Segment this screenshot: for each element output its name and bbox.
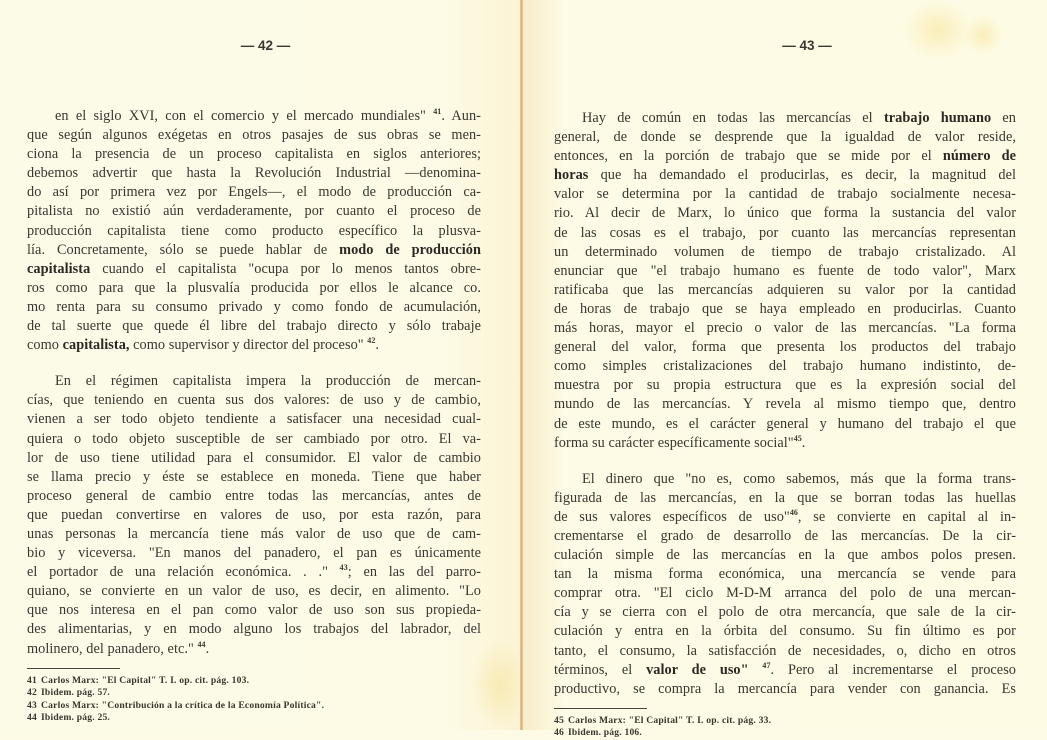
text-run: de horas de trabajo que se haya empleado en producirlas. Cuanto [554, 300, 1016, 317]
text-run: cuando el capitalista "ocupa por lo menos tantos obre- [90, 260, 481, 277]
text-line [554, 470, 1016, 489]
paragraph [554, 109, 1016, 453]
text-run: ; en las del parro- [347, 564, 481, 581]
text-run: . [205, 640, 210, 657]
text-run: tanto, el consumo, la satisfacción de necesidades, o, dicho en otros [554, 642, 1016, 659]
paragraph-gap [27, 355, 481, 372]
footnote-text: Ibidem. pág. 106. [568, 727, 643, 739]
page-number: — 42 — [240, 38, 291, 53]
text-run: general del valor, forma que presenta los productos del trabajo [554, 339, 1016, 356]
text-line [27, 222, 481, 241]
footnote-divider [554, 708, 647, 709]
paragraph-gap [554, 453, 1016, 470]
footnote [27, 675, 481, 688]
text-line [554, 622, 1016, 641]
text-run: . Pero al incrementarse el proceso [770, 661, 1017, 678]
text-line [27, 164, 481, 183]
text-line [554, 319, 1016, 338]
text-run: forma su carácter específicamente social" [554, 434, 794, 451]
text-line [554, 166, 1016, 185]
text-line [554, 204, 1016, 223]
text-run: que nos interesa en el pan como valor de uso son sus propieda- [27, 602, 481, 619]
text-run: culación simple de las mercancías en la que ambos polos presen. [554, 547, 1016, 564]
text-run: enunciar que "el trabajo humano es fuente de todo valor", Marx [554, 262, 1016, 279]
text-run: entonces, en la porción de trabajo que se mide por el [554, 148, 943, 165]
text-run: rio. Al decir de Marx, lo único que forma la sustancia del valor [554, 205, 1016, 222]
text-line [27, 279, 481, 298]
text-line [27, 241, 481, 260]
footnote-text: Ibidem. pág. 25. [41, 712, 111, 724]
text-line [27, 107, 481, 126]
text-run: de este mundo, es el carácter general y humano del trabajo el que [554, 415, 1016, 432]
text-line [27, 145, 481, 164]
text-run: bio y viceversa. "En manos del panadero, el pan es únicamente [27, 545, 481, 562]
bold-term: capitalista, [62, 337, 130, 354]
text-line [554, 642, 1016, 661]
text-run: como simples cristalizaciones del trabajo humano indistinto, de- [554, 358, 1016, 375]
footnote [27, 687, 481, 700]
footnote-number: 45 [554, 714, 564, 726]
text-line [27, 260, 481, 279]
text-run [749, 662, 763, 678]
text-run: de las cosas es el trabajo, por cuanto las mercancías representan [554, 224, 1016, 241]
text-line [554, 527, 1016, 546]
text-run: de sus valores específicos de uso" [554, 508, 790, 525]
text-run: que puedan convertirse en valores de uso, por esta razón, para [27, 506, 481, 523]
text-line [27, 620, 481, 639]
text-line [27, 183, 481, 202]
text-line [27, 449, 481, 468]
text-line [554, 584, 1016, 603]
footnote-number: 43 [27, 699, 37, 711]
text-run: más horas, mayor el precio o valor de las mercancías. "La forma [554, 320, 1016, 337]
text-line [554, 300, 1016, 319]
text-run: el portador de una relación económica. . ." [27, 564, 340, 581]
text-line [554, 338, 1016, 357]
footnote-divider [27, 668, 120, 669]
text-line [27, 298, 481, 317]
text-line [554, 546, 1016, 565]
text-run: mo renta para su consumo privado y como fondo de acumulación, [27, 298, 481, 315]
footnote [27, 700, 481, 713]
footnote-text: Carlos Marx: "El Capital" T. I. op. cit. pág. 33. [568, 714, 772, 726]
text-line [554, 128, 1016, 147]
text-run: cías, que teniendo en cuenta sus dos valores: de uso y de cambio, [27, 392, 481, 409]
text-run: pitalista no existió aún verdaderamente, por cuanto el proceso de [27, 203, 481, 220]
paragraph [27, 372, 481, 658]
text-line [27, 640, 481, 659]
text-run: como [27, 337, 63, 354]
text-run: quiera o todo objeto susceptible de ser cambiado por otro. El va- [27, 430, 481, 447]
text-line [554, 281, 1016, 300]
text-line [554, 508, 1016, 527]
text-run: En el régimen capitalista impera la producción de mercan- [55, 373, 481, 390]
bold-term: número de [942, 148, 1016, 165]
footnote-text: Carlos Marx: "Contribución a la crítica de la Economía Política". [41, 699, 325, 711]
footnote-number: 44 [27, 712, 37, 724]
text-run: culación y entra en la órbita del consumo. Su fin último es por [554, 623, 1016, 640]
text-run: tan la misma forma económica, una mercancía se vende para [554, 566, 1016, 583]
text-line [554, 395, 1016, 414]
text-line [27, 126, 481, 145]
text-run: El dinero que "no es, como sabemos, más que la forma trans- [582, 470, 1016, 487]
body-text [554, 109, 1016, 740]
footnote-ref: 42 [367, 336, 376, 346]
footnote-ref: 45 [793, 433, 802, 443]
text-line [554, 109, 1016, 128]
text-line [27, 410, 481, 429]
text-run: do así por primera vez por Engels—, el modo de producción ca- [27, 184, 481, 201]
text-line [554, 243, 1016, 262]
footnote-number: 46 [554, 727, 564, 739]
page-number: — 43 — [782, 38, 832, 53]
text-line [27, 544, 481, 563]
text-line [554, 262, 1016, 281]
footnote-ref: 46 [789, 507, 798, 517]
text-run: un determinado volumen de tiempo de trabajo cristalizado. Al [554, 243, 1016, 260]
text-run: que según algunos exégetas en otros pasajes de sus obras se men- [27, 127, 481, 144]
text-line [27, 506, 481, 525]
paragraph [27, 107, 481, 355]
text-run: . Aun- [441, 108, 481, 124]
text-line [27, 582, 481, 601]
right-page [523, 0, 1047, 739]
text-line [554, 680, 1016, 699]
text-line [27, 391, 481, 410]
text-run: unas personas la mercancía tiene más valor de uso que de cam- [27, 525, 481, 542]
paragraph [554, 470, 1016, 699]
footnote-ref: 43 [339, 563, 348, 573]
text-run: . [375, 337, 380, 354]
text-line [554, 147, 1016, 166]
text-line [554, 357, 1016, 376]
text-run: productivo, se compra la mercancía para vender con ganancia. Es [554, 680, 1016, 697]
text-line [554, 661, 1016, 680]
text-run: quiano, se convierte en un valor de uso, es decir, en alimento. "Lo [27, 583, 481, 600]
text-line [27, 487, 481, 506]
text-run: producción capitalista tiene como producto específico la plusva- [27, 222, 481, 239]
text-run: ratificaba que las mercancías adquieren su valor por la cantidad [554, 281, 1016, 298]
text-line [27, 336, 481, 355]
text-run: molinero, del panadero, etc." [27, 640, 198, 657]
bold-term: capitalista [27, 260, 91, 277]
text-line [27, 430, 481, 449]
text-line [554, 185, 1016, 204]
text-run: . [801, 434, 806, 451]
footnote [554, 715, 1016, 728]
text-run: vienen a ser todo objeto tendiente a satisfacer una necesidad cual- [27, 411, 481, 428]
text-run: términos, el [554, 661, 647, 678]
footnote-ref: 47 [762, 660, 771, 670]
text-run: de tal suerte que quede él libre del trabajo directo y sólo trabaje [27, 318, 481, 335]
text-run: que ha demandado el producirlas, es decir, la magnitud del [588, 167, 1016, 184]
text-run: , se convierte en capital al in- [797, 508, 1016, 525]
text-run: muestra por su propia estructura que es la expresión social del [554, 377, 1016, 394]
text-run: mundo de las mercancías. Y revela al mismo tiempo que, dentro [554, 396, 1016, 413]
text-run: figurada de las mercancías, en la que se borran todas las huellas [554, 489, 1016, 506]
text-line [27, 601, 481, 620]
bold-term: modo de producción [339, 241, 482, 258]
body-text [27, 107, 481, 725]
text-run: proceso general de cambio entre todas las mercancías, antes de [27, 487, 481, 504]
footnote-number: 41 [27, 674, 37, 686]
text-run: valor se determina por la cantidad de trabajo socialmente necesa- [554, 186, 1016, 203]
text-line [554, 565, 1016, 584]
text-run: general, de donde se desprende que la igualdad de valor reside, [554, 129, 1016, 146]
text-line [27, 468, 481, 487]
text-line [554, 489, 1016, 508]
text-run: crementarse el grado de desarrollo de las mercancías. De la cir- [554, 527, 1016, 544]
text-run: se llama precio y éste se establece en moneda. Tiene que haber [27, 468, 481, 485]
footnote-text: Ibidem. pág. 57. [41, 687, 111, 699]
text-line [554, 224, 1016, 243]
text-run: des alimentarias, y en modo alguno los trabajos del labrador, del [27, 621, 481, 638]
text-run: en [991, 110, 1016, 126]
text-line [554, 376, 1016, 395]
bold-term: valor de uso" [646, 661, 749, 678]
footnote-text: Carlos Marx: "El Capital" T. I. op. cit. pág. 103. [41, 674, 250, 686]
text-line [27, 563, 481, 582]
bold-term: horas [554, 167, 589, 184]
text-line [27, 317, 481, 336]
text-run: como supervisor y director del proceso" [129, 337, 368, 354]
text-line [554, 415, 1016, 434]
footnote-number: 42 [27, 687, 37, 699]
text-line [27, 525, 481, 544]
text-run: en el siglo XVI, con el comercio y el mercado mundiales" [55, 108, 434, 124]
text-run: lor de uso tiene utilidad para el consumidor. El valor de cambio [27, 449, 481, 466]
text-run: ciona la presencia de un proceso capitalista en siglos anteriores; [27, 146, 481, 163]
left-page [0, 0, 521, 730]
text-line [554, 434, 1016, 453]
text-line [27, 202, 481, 221]
footnote [27, 712, 481, 725]
text-run: cía y se cierra con el polo de otra mercancía, que sale de la cir- [554, 604, 1016, 621]
text-line [27, 372, 481, 391]
footnote-ref: 41 [433, 107, 442, 116]
text-line [554, 603, 1016, 622]
text-run: debemos advertir que hasta la Revolución Industrial —denomina- [27, 165, 481, 182]
footnote [554, 727, 1016, 740]
text-run: comprar otra. "El ciclo M-D-M arranca del polo de una mercan- [554, 585, 1016, 602]
text-run: ros como para que la plusvalía producida por ellos le alcance co. [27, 279, 481, 296]
text-run: Hay de común en todas las mercancías el [582, 110, 884, 126]
bold-term: trabajo humano [883, 110, 992, 126]
text-run: lía. Concretamente, sólo se puede hablar de [27, 241, 340, 258]
footnote-ref: 44 [197, 639, 206, 649]
